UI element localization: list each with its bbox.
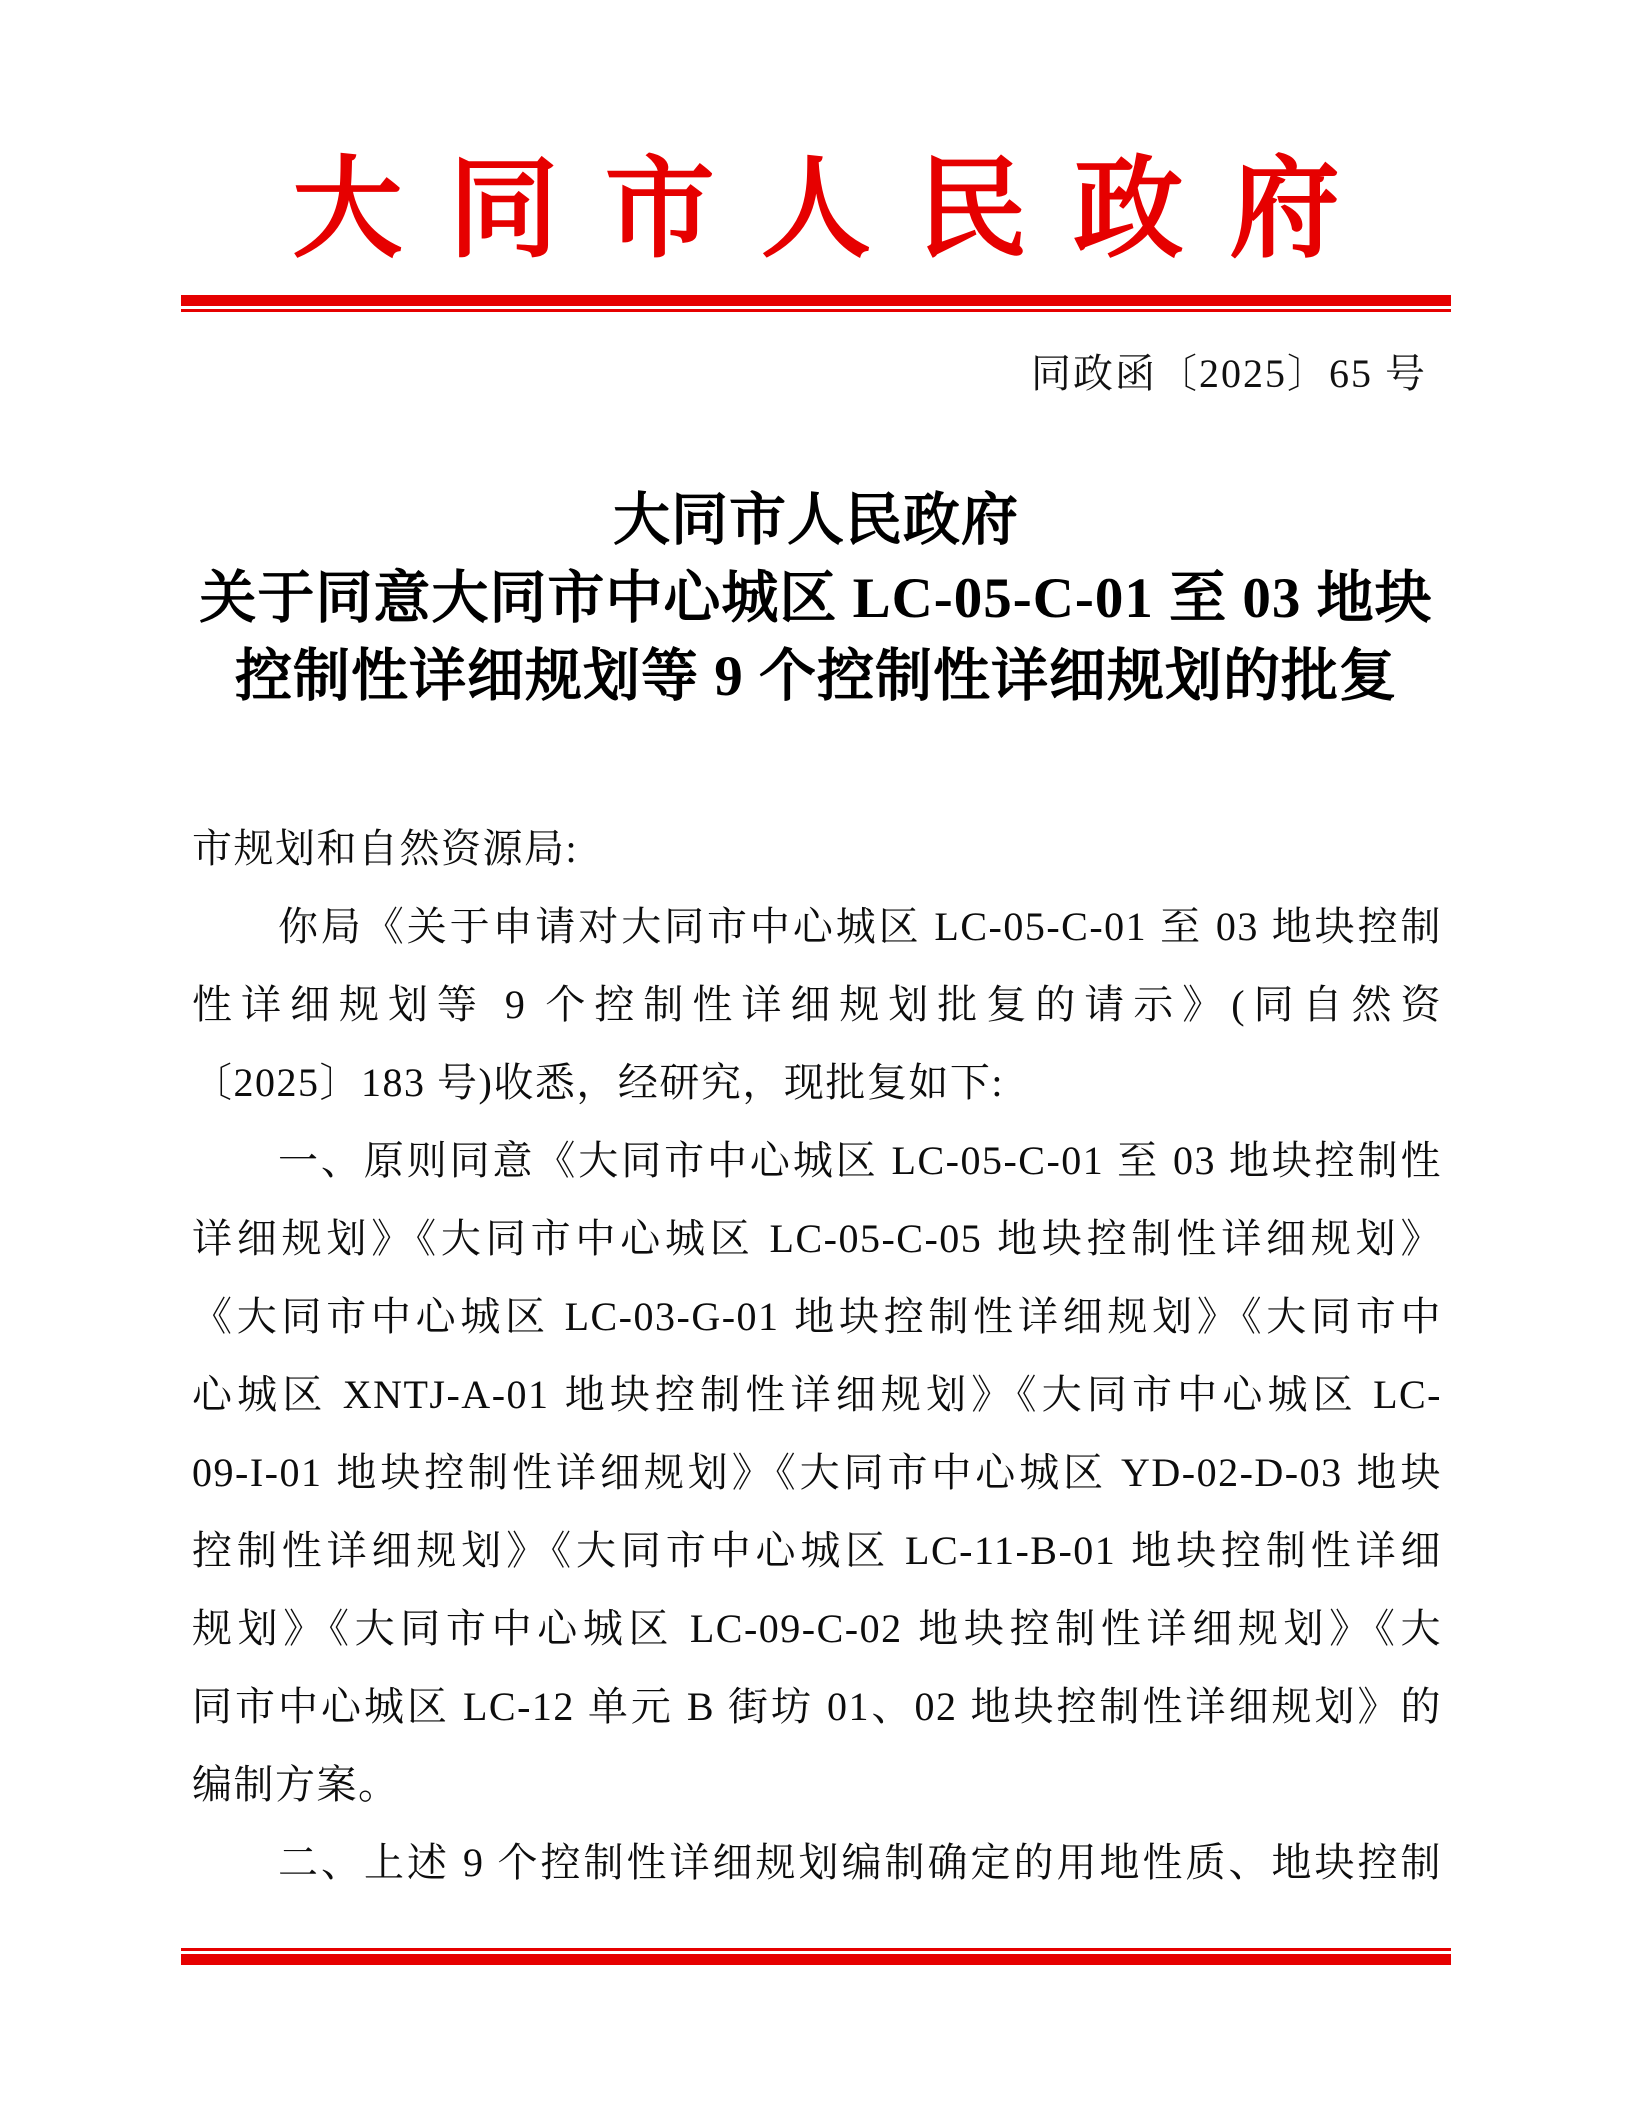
body-text-line: 规划》《大同市中心城区 LC-09-C-02 地块控制性详细规划》《大 (192, 1606, 1442, 1652)
document-body (192, 810, 1442, 1902)
body-text-line: 同市中心城区 LC-12 单元 B 街坊 01、02 地块控制性详细规划》的 (192, 1684, 1442, 1730)
document-title-line: 控制性详细规划等 9 个控制性详细规划的批复 (235, 645, 1397, 709)
document-title-line: 关于同意大同市中心城区 LC-05-C-01 至 03 地块 (199, 567, 1433, 631)
body-text-line: 详细规划》《大同市中心城区 LC-05-C-05 地块控制性详细规划》 (192, 1216, 1442, 1262)
body-text-line: 一、原则同意《大同市中心城区 LC-05-C-01 至 03 地块控制性 (278, 1138, 1442, 1184)
header-red-rule (181, 295, 1451, 312)
footer-red-rule (181, 1948, 1451, 1965)
body-text-line: 性详细规划等 9 个控制性详细规划批复的请示》(同自然资 (192, 982, 1442, 1028)
body-text-line: 控制性详细规划》《大同市中心城区 LC-11-B-01 地块控制性详细 (192, 1528, 1442, 1574)
body-text-line: 二、上述 9 个控制性详细规划编制确定的用地性质、地块控制 (278, 1840, 1442, 1886)
body-text-line: 编制方案。 (192, 1762, 400, 1808)
document-number: 同政函〔2025〕65 号 (1031, 351, 1427, 397)
body-text-line: 你局《关于申请对大同市中心城区 LC-05-C-01 至 03 地块控制 (278, 904, 1442, 950)
body-text-line: 09-I-01 地块控制性详细规划》《大同市中心城区 YD-02-D-03 地块 (192, 1450, 1442, 1496)
letterhead-org-name: 大同市人民政府 (292, 149, 1386, 271)
body-text-line: 心城区 XNTJ-A-01 地块控制性详细规划》《大同市中心城区 LC- (192, 1372, 1442, 1418)
body-text-line: 〔2025〕183 号)收悉，经研究，现批复如下: (192, 1060, 1004, 1106)
body-text-lines (192, 888, 1442, 1902)
document-title (150, 482, 1482, 716)
body-text-line: 《大同市中心城区 LC-03-G-01 地块控制性详细规划》《大同市中 (192, 1294, 1442, 1340)
salutation: 市规划和自然资源局: (192, 826, 579, 872)
document-title-line: 大同市人民政府 (613, 489, 1019, 553)
